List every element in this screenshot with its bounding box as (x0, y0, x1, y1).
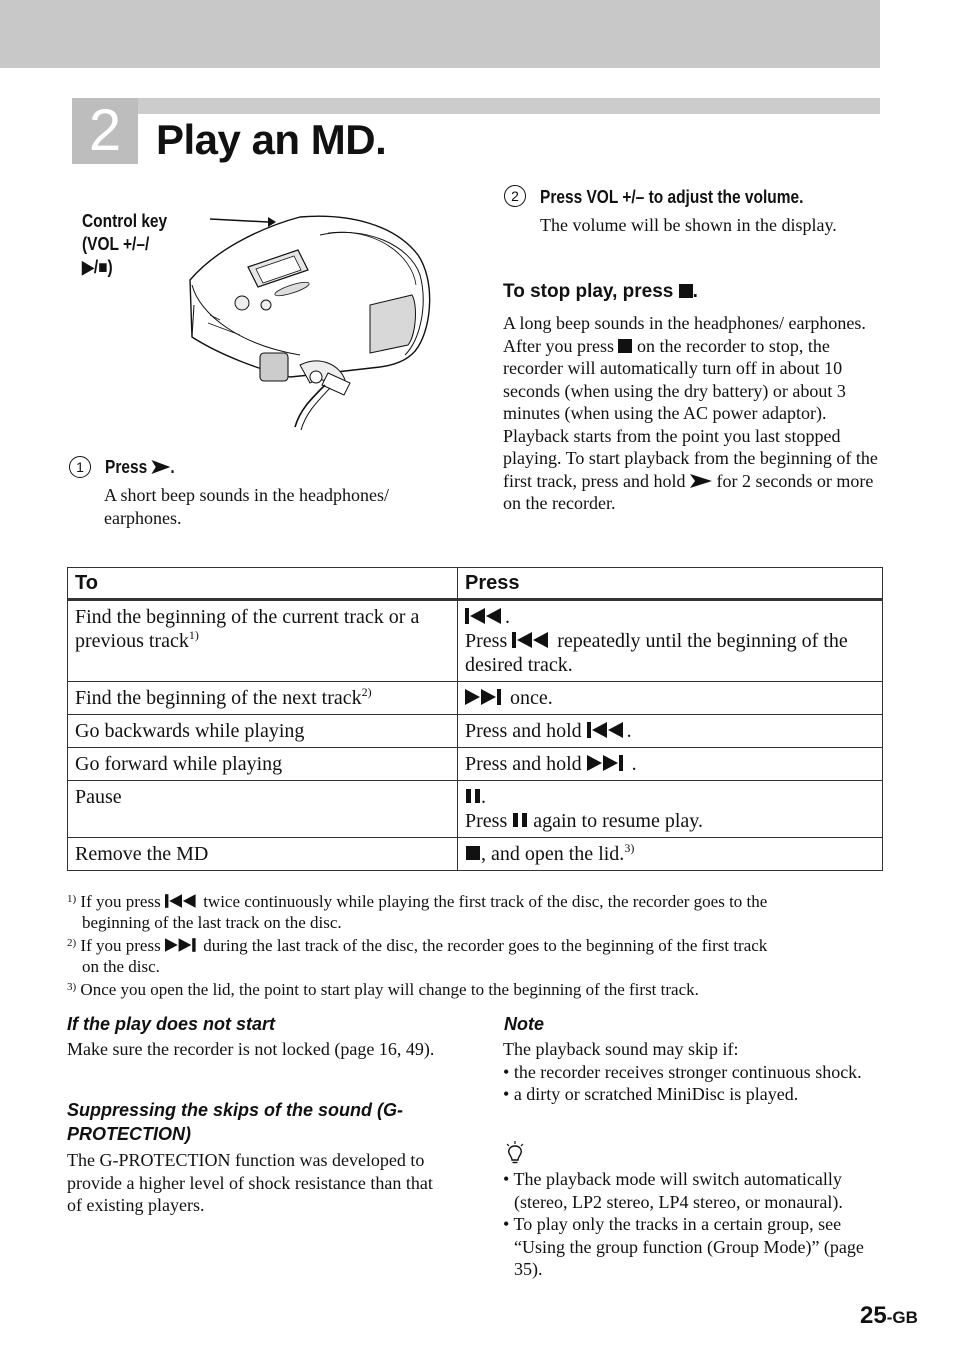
table-cell-to: Pause (68, 781, 458, 838)
table-row (68, 715, 883, 748)
table-cell-to: Go backwards while playing (68, 715, 458, 748)
table-cell-to: Find the beginning of the next track$^{2)}$ (68, 682, 458, 715)
table-header-press: Press (458, 568, 883, 600)
table-header-row (68, 568, 883, 600)
table-cell-press: . Press again to resume play. (458, 781, 883, 838)
callout-line-1: Control key (82, 211, 168, 231)
step-2-text: The volume will be shown in the display. (540, 215, 837, 235)
footnotes (67, 889, 883, 1000)
step-2-number: 2 (504, 185, 526, 207)
table-cell-to: Find the beginning of the current track or a previous track$^{1)}$ (68, 600, 458, 682)
table-cell-press: Press and hold . (458, 715, 883, 748)
stop-para-1: A long beep sounds in the headphones/ earphones. (503, 313, 866, 333)
footnote-1-cont: beginning of the last track on the disc. (82, 913, 342, 932)
footnote-3: $^{3)}$ Once you open the lid, the point to start play will change to the beginning of the first track. (67, 980, 699, 999)
previous-track-icon (165, 894, 199, 908)
stop-heading: To stop play, press . (503, 281, 698, 302)
step-1-heading: Press . (105, 457, 175, 477)
footnote-1: $^{1)}$ If you press twice continuously while playing the first track of the disc, the recorder goes to the (67, 892, 768, 911)
step-1-number: 1 (69, 456, 91, 478)
table-cell-press: Press and hold . (458, 748, 883, 781)
not-start-text: Make sure the recorder is not locked (page 16, 49). (67, 1039, 435, 1059)
note-item: • the recorder receives stronger continuous shock. (503, 1061, 862, 1082)
next-track-icon (587, 755, 627, 771)
page-title: Play an MD. (156, 116, 387, 163)
table-row (68, 682, 883, 715)
play-icon (690, 474, 712, 488)
tip-lightbulb-icon (505, 1141, 525, 1165)
table-cell-press: . Press repeatedly until the beginning of the desired track. (458, 600, 883, 682)
page-number: 25-GB (860, 1302, 918, 1329)
previous-track-icon (512, 632, 552, 648)
step-2-heading: Press VOL +/– to adjust the volume. (540, 187, 804, 207)
next-track-icon (165, 938, 199, 952)
gprotection-text: The G-PROTECTION function was developed to provide a higher level of shock resistance than that of existing players. (67, 1150, 433, 1215)
footnote-2-cont: on the disc. (82, 957, 160, 976)
gprotection-heading: Suppressing the skips of the sound (G-PROTECTION) (67, 1100, 404, 1144)
tip-item: • The playback mode will switch automatically (stereo, LP2 stereo, LP4 stereo, or monaural). (503, 1169, 843, 1212)
table-cell-to: Remove the MD (68, 838, 458, 871)
step-number-box: 2 (72, 98, 138, 164)
table-cell-to: Go forward while playing (68, 748, 458, 781)
footnote-2: $^{2)}$ If you press during the last track of the disc, the recorder goes to the beginning of the first track (67, 936, 768, 955)
table-row (68, 600, 883, 682)
pause-icon (512, 812, 528, 828)
md-player-illustration (180, 205, 440, 435)
stop-icon (679, 284, 693, 298)
callout-line-3: ▶/■) (82, 257, 113, 277)
figure-callout (82, 210, 167, 279)
pause-icon (465, 788, 481, 804)
next-track-icon (465, 689, 505, 705)
stop-icon (465, 845, 481, 861)
table-header-to: To (68, 568, 458, 600)
table-row (68, 781, 883, 838)
note-heading: Note (504, 1014, 544, 1034)
tip-item: • To play only the tracks in a certain group, see “Using the group function (Group Mode)” (page 35). (503, 1214, 864, 1279)
table-row (68, 748, 883, 781)
tips-body (503, 1168, 881, 1281)
controls-table (67, 567, 883, 871)
header-bar (0, 0, 880, 68)
note-item: • a dirty or scratched MiniDisc is played. (503, 1084, 799, 1104)
table-row (68, 838, 883, 871)
play-icon (151, 460, 170, 474)
previous-track-icon (465, 608, 505, 624)
previous-track-icon (587, 722, 627, 738)
stop-icon (618, 339, 632, 353)
table-cell-press: once. (458, 682, 883, 715)
note-intro: The playback sound may skip if: (503, 1039, 739, 1059)
step-1-text: A short beep sounds in the headphones/ earphones. (104, 485, 389, 528)
stop-para-2: After you press on the recorder to stop, the recorder will automatically turn off in about 10 seconds (when using the dry battery) or about 3 minutes (when using the AC power adaptor). Playback starts from the point you last stopped playing. To start playback from the beginning of the first track, press and hold for 2 seconds or more on the recorder. (503, 335, 878, 513)
not-start-heading: If the play does not start (67, 1014, 276, 1034)
note-body (503, 1038, 881, 1106)
table-cell-press: , and open the lid.$^{3)}$ (458, 838, 883, 871)
callout-line-2: (VOL +/–/ (82, 234, 150, 254)
stop-text (503, 312, 881, 515)
title-rule (138, 98, 880, 114)
